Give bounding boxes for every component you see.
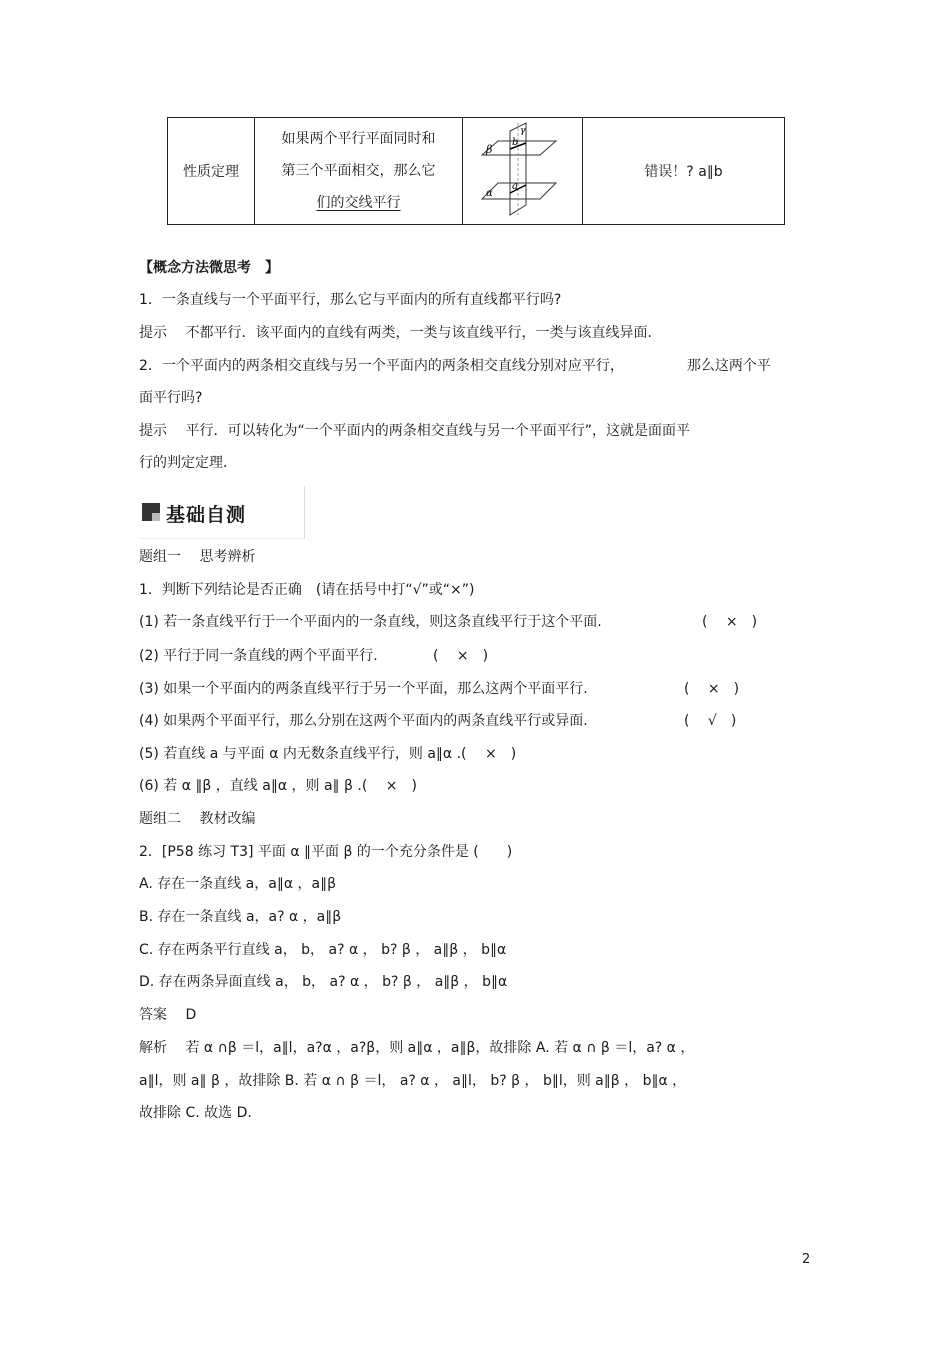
q1-item-2: (2) 平行于同一条直线的两个平面平行. [139, 648, 378, 664]
q1-item-2-answer: ( × ) [433, 648, 489, 664]
q1-item-1: (1) 若一条直线平行于一个平面内的一条直线，则这条直线平行于这个平面. [139, 614, 602, 630]
concept-line-5: 提示 平行．可以转化为“一个平面内的两条相交直线与另一个平面平行”，这就是面面平 [139, 423, 690, 439]
concept-header: 【概念方法微思考 】 [139, 260, 279, 276]
parallel-planes-figure [468, 119, 578, 219]
statement-line-3-text: 们的交线平行 [316, 195, 401, 211]
analysis-line-3: 故排除 C. 故选 D. [139, 1105, 252, 1121]
concept-line-3: 2．一个平面内的两条相交直线与另一个平面内的两条相交直线分别对应平行， 那么这两个平 [139, 358, 771, 374]
group2-title: 题组二 教材改编 [139, 811, 256, 827]
section-square-icon [142, 503, 160, 521]
q1-item-6: (6) 若 α ∥β ，直线 a∥α ，则 a∥ β .( × ) [139, 778, 417, 794]
theorem-figure [463, 118, 583, 225]
analysis-line-1: 解析 若 α ∩β ＝l，a∥l，a?α ，a?β，则 a∥α ，a∥β，故排除 A. 若 α ∩ β ＝l，a? α ， [139, 1040, 695, 1056]
statement-line-3 [255, 187, 462, 219]
q1-item-1-answer: ( × ) [702, 614, 758, 630]
q2-option-b: B. 存在一条直线 a，a? α ，a∥β [139, 909, 342, 925]
q1-intro: 1．判断下列结论是否正确 (请在括号中打“√”或“×”) [139, 582, 475, 598]
q2-option-d: D. 存在两条异面直线 a， b， a? α ， b? β ， a∥β ， b∥α [139, 974, 508, 990]
q1-item-5: (5) 若直线 a 与平面 α 内无数条直线平行，则 a∥α .( × ) [139, 746, 517, 762]
theorem-row-label: 性质定理 [168, 118, 255, 225]
theorem-symbolic: 错误！? a∥b [583, 118, 785, 225]
concept-line-2: 提示 不都平行．该平面内的直线有两类，一类与该直线平行，一类与该直线异面． [139, 325, 662, 341]
concept-line-1: 1．一条直线与一个平面平行，那么它与平面内的所有直线都平行吗? [139, 292, 562, 308]
statement-line-1: 如果两个平行平面同时和 [281, 131, 436, 147]
q1-item-3-answer: ( × ) [684, 681, 740, 697]
concept-line-4: 面平行吗? [139, 390, 203, 406]
label-beta: β [485, 143, 492, 156]
group1-title: 题组一 思考辨析 [139, 549, 256, 565]
q2-option-c: C. 存在两条平行直线 a， b， a? α ， b? β ， a∥β ， b∥α [139, 942, 507, 958]
statement-line-2: 第三个平面相交，那么它 [281, 163, 436, 179]
q1-item-4: (4) 如果两个平面平行，那么分别在这两个平面内的两条直线平行或异面. [139, 713, 588, 729]
q2-option-a: A. 存在一条直线 a，a∥α ，a∥β [139, 876, 337, 892]
answer-line: 答案 D [139, 1007, 197, 1023]
section-title: 基础自测 [166, 504, 247, 526]
page-number: 2 [802, 1252, 811, 1267]
concept-line-6: 行的判定定理． [139, 455, 237, 471]
analysis-line-2: a∥l，则 a∥ β ，故排除 B. 若 α ∩ β ＝l， a? α ， a∥l， b? β ， b∥l，则 a∥β ， b∥α ， [139, 1073, 687, 1089]
q1-item-4-answer: ( √ ) [684, 713, 737, 729]
q2-stem: 2．[P58 练习 T3] 平面 α ∥平面 β 的一个充分条件是 ( ) [139, 844, 513, 860]
label-b: b [511, 137, 518, 148]
q1-item-3: (3) 如果一个平面内的两条直线平行于另一个平面，那么这两个平面平行. [139, 681, 588, 697]
label-a: a [511, 181, 518, 192]
theorem-statement [255, 118, 463, 225]
label-gamma: γ [519, 126, 525, 136]
theorem-table [167, 117, 785, 225]
label-alpha: α [485, 188, 493, 199]
section-banner [139, 486, 305, 539]
